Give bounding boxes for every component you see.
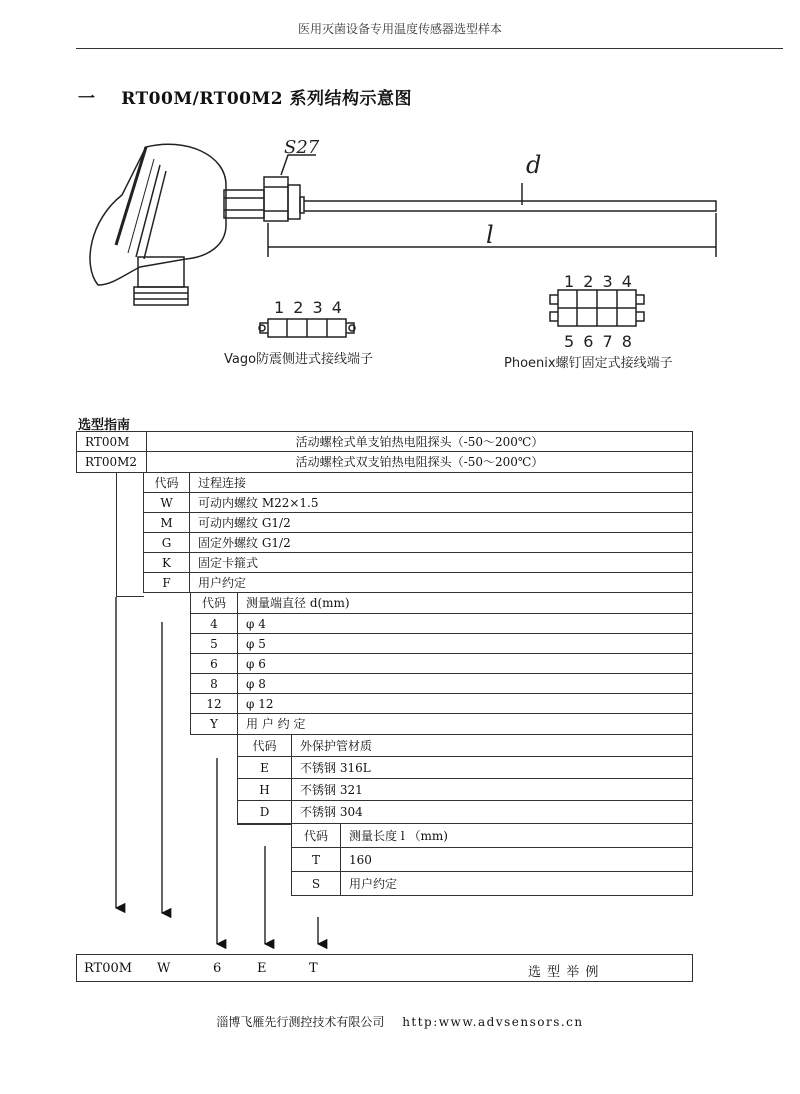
length-code: T	[291, 847, 341, 872]
process-code: W	[143, 492, 190, 513]
section-number: 一	[78, 89, 96, 109]
material-code: H	[237, 778, 292, 801]
material-code: E	[237, 756, 292, 779]
example-process: W	[157, 961, 171, 976]
footer	[0, 1013, 800, 1030]
diameter-option: 用 户 约 定	[237, 713, 693, 735]
model-code: RT00M	[76, 431, 147, 452]
process-title-header: 过程连接	[189, 472, 693, 493]
diameter-option: φ 12	[237, 693, 693, 714]
model-description: 活动螺栓式双支铂热电阻探头（-50～200℃）	[146, 451, 693, 473]
footer-company: 淄博飞雁先行测控技术有限公司	[216, 1015, 385, 1029]
section-heading	[78, 84, 412, 109]
phoenix-caption: Phoenix螺钉固定式接线端子	[504, 356, 673, 371]
footer-url: http:www.advsensors.cn	[402, 1015, 584, 1029]
header-title: 医用灭菌设备专用温度传感器选型样本	[297, 22, 502, 36]
hex-nut-s27	[264, 177, 288, 221]
bracket-line	[116, 472, 144, 597]
vago-caption: Vago防震侧进式接线端子	[224, 352, 374, 367]
model-description: 活动螺栓式单支铂热电阻探头（-50～200℃）	[146, 431, 693, 452]
example-diameter: 6	[213, 961, 222, 976]
length-title-header: 测量长度 l （mm)	[340, 823, 693, 848]
example-length: T	[309, 961, 318, 976]
selection-guide-label: 选型指南	[78, 418, 131, 433]
material-title-header: 外保护管材质	[291, 734, 693, 757]
process-code-header: 代码	[143, 472, 190, 493]
length-option: 160	[340, 847, 693, 872]
example-model: RT00M	[84, 961, 133, 976]
material-option: 不锈钢 316L	[291, 756, 693, 779]
phoenix-terminal	[550, 290, 644, 326]
diameter-title-header: 测量端直径 d(mm)	[237, 592, 693, 614]
process-code: G	[143, 532, 190, 553]
example-material: E	[257, 961, 267, 976]
header-rule	[76, 48, 783, 49]
diameter-option: φ 8	[237, 673, 693, 694]
label-l: l	[486, 221, 494, 249]
head-neck	[224, 190, 264, 218]
model-code: RT00M2	[76, 451, 147, 473]
diameter-code-header: 代码	[190, 592, 238, 614]
probe-tube	[304, 201, 716, 211]
vago-terminal	[259, 319, 355, 337]
process-option: 用户约定	[189, 572, 693, 593]
example-label: 选 型 举 例	[528, 965, 600, 980]
diameter-code: 5	[190, 633, 238, 654]
diameter-code: 6	[190, 653, 238, 674]
diameter-option: φ 4	[237, 613, 693, 634]
phoenix-numbers-top: 1 2 3 4	[564, 272, 634, 291]
material-code-header: 代码	[237, 734, 292, 757]
process-option: 固定外螺纹 G1/2	[189, 532, 693, 553]
structure-diagram	[76, 125, 726, 385]
vago-numbers: 1 2 3 4	[274, 298, 344, 317]
diameter-code: 8	[190, 673, 238, 694]
process-option: 固定卡箍式	[189, 552, 693, 573]
section-title: RT00M/RT00M2 系列结构示意图	[121, 89, 413, 109]
process-code: M	[143, 512, 190, 533]
diameter-option: φ 6	[237, 653, 693, 674]
process-code: F	[143, 572, 190, 593]
label-d: d	[526, 151, 542, 179]
diameter-option: φ 5	[237, 633, 693, 654]
process-code: K	[143, 552, 190, 573]
diameter-code: 4	[190, 613, 238, 634]
terminal-head	[90, 144, 226, 285]
diameter-code: 12	[190, 693, 238, 714]
length-option: 用户约定	[340, 871, 693, 896]
phoenix-numbers-bottom: 5 6 7 8	[564, 332, 634, 351]
process-option: 可动内螺纹 G1/2	[189, 512, 693, 533]
length-code: S	[291, 871, 341, 896]
material-option: 不锈钢 304	[291, 800, 693, 824]
material-option: 不锈钢 321	[291, 778, 693, 801]
material-code: D	[237, 800, 292, 824]
head-base	[138, 257, 184, 287]
length-code-header: 代码	[291, 823, 341, 848]
process-option: 可动内螺纹 M22×1.5	[189, 492, 693, 513]
diameter-code: Y	[190, 713, 238, 735]
label-s27: S27	[284, 137, 320, 158]
